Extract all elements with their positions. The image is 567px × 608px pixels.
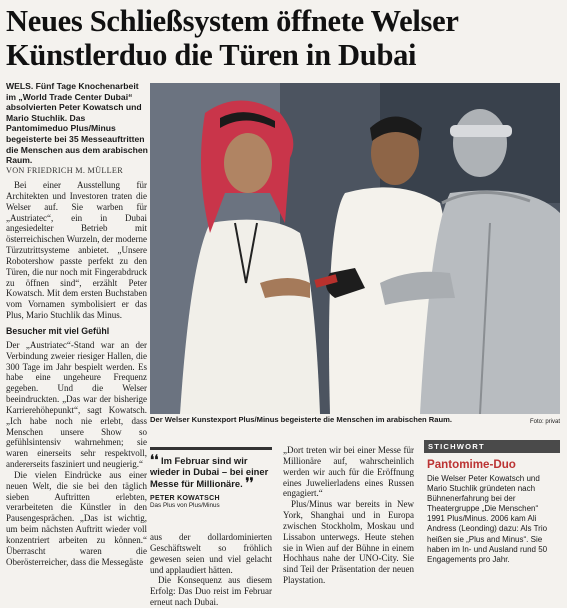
pull-quote bbox=[150, 447, 272, 534]
subheading: Besucher mit viel Gefühl bbox=[6, 325, 110, 336]
stichwort-title: Pantomime-Duo bbox=[427, 458, 516, 471]
photo-credit: Foto: privat bbox=[529, 419, 560, 425]
article-photo bbox=[150, 83, 560, 414]
body-paragraph: aus der dollardominierten Geschäftswelt so fröhlich gewesen seien und viel gelacht und applaudiert hätten. bbox=[150, 532, 272, 575]
quote-author: PETER KOWATSCH bbox=[150, 495, 220, 502]
body-paragraph: Plus/Minus war bereits in New York, Shanghai und in Europa zwischen Stockholm, Moskau und Lissabon unterwegs. Heute stehen sie in Wien auf der Bühne in einem Hochhaus nahe der UNO-City. Sie sind Teil der Präsentation der neuen Playstation. bbox=[283, 499, 414, 586]
photo-illustration bbox=[150, 83, 560, 414]
quote-open-icon: ❛❛ bbox=[150, 452, 159, 467]
photo-caption bbox=[150, 415, 560, 427]
body-paragraph: „Dort treten wir bei einer Messe für Millionäre auf, wahrscheinlich werden wir auch für die Eröffnung eines Juwelierladens eines Russen engagiert.“ bbox=[283, 445, 414, 499]
stichwort-body: Die Welser Peter Kowatsch und Mario Stuchlik gründeten nach Bühnenerfahrung bei der Theatergruppe „Die Menschen“ 1991 Plus/Minus. 2006 kam Ali Andress (Leonding) dazu: Als Trio heißen sie „Plus and Minus“. Sie haben im In- und Ausland rund 50 Engagements pro Jahr. bbox=[427, 474, 548, 564]
column-3 bbox=[283, 445, 414, 586]
body-paragraph: Der „Austriatec“-Stand war an der Verbindung zweier riesiger Hallen, die 300 Tage im Jahr bespielt werden. Es habe eine ungeheure Frequenz gegeben. Und die Welser beeindruckten. „Das war der bisherige Karrierehöhepunkt“, sagt Kowatsch. „Ich habe noch nie erlebt, dass Menschen unsere Show so gefühlsintensiv wahrnehmen; sie waren einerseits sehr respektvoll, andererseits fasziniert und neugierig.“ bbox=[6, 339, 147, 470]
quote-text-wrapper bbox=[150, 454, 272, 489]
byline: VON FRIEDRICH M. MÜLLER bbox=[6, 166, 123, 175]
stichwort-label: STICHWORT bbox=[424, 440, 560, 453]
quote-role: Das Plus von Plus/Minus bbox=[150, 502, 220, 509]
stichwort-box bbox=[424, 440, 560, 565]
quote-text: Im Februar sind wir wieder in Dubai – bei einer Messe für Millionäre. bbox=[150, 455, 269, 489]
quote-close-icon: ❜❜ bbox=[245, 475, 254, 490]
lead-paragraph: WELS. Fünf Tage Knochenarbeit im „World Trade Center Dubai“ absolvierten Peter Kowatsch und Mario Stuchlik. Das Pantomimeduo Plus/Minus begeisterte bei 35 Messeauftritten die Menschen aus dem arabischen Raum. bbox=[6, 81, 148, 166]
body-paragraph: Die vielen Eindrücke aus einer neuen Welt, die sie bei den täglich sieben Auftritten erlebten, verarbeiteten die Künstler in den Pausengesprächen. „Das ist wichtig, um beim nächsten Auftritt wieder voll konzentriert arbeiten zu können.“ Überrascht waren die Oberösterreicher, dass die Messegäste bbox=[6, 469, 147, 567]
body-paragraph: Bei einer Ausstellung für Architekten und Investoren traten die Welser auf. Sie warben für „Austriatec“, ein in Dubai angesiedelter Betrieb mit österreichischen Wurzeln, der moderne Türzutrittsysteme anbietet. „Unsere Robotershow passte perfekt zu den Türen, die nur noch mit Fingerabdruck zu öffnen sind“, erzählt Peter Kowatsch. Mit dem ersten Buchstaben vom Vornamen symbolisiert er das Plus, Mario Stuchlik das Minus. bbox=[6, 180, 147, 321]
column-1 bbox=[6, 180, 147, 568]
column-2-bottom bbox=[150, 532, 272, 608]
headline: Neues Schließsystem öffnete Welser Künstlerduo die Türen in Dubai bbox=[6, 4, 459, 72]
caption-text: Der Welser Kunstexport Plus/Minus begeisterte die Menschen im arabischen Raum. bbox=[150, 415, 453, 424]
body-paragraph: Die Konsequenz aus diesem Erfolg: Das Duo reist im Februar erneut nach Dubai. bbox=[150, 575, 272, 608]
